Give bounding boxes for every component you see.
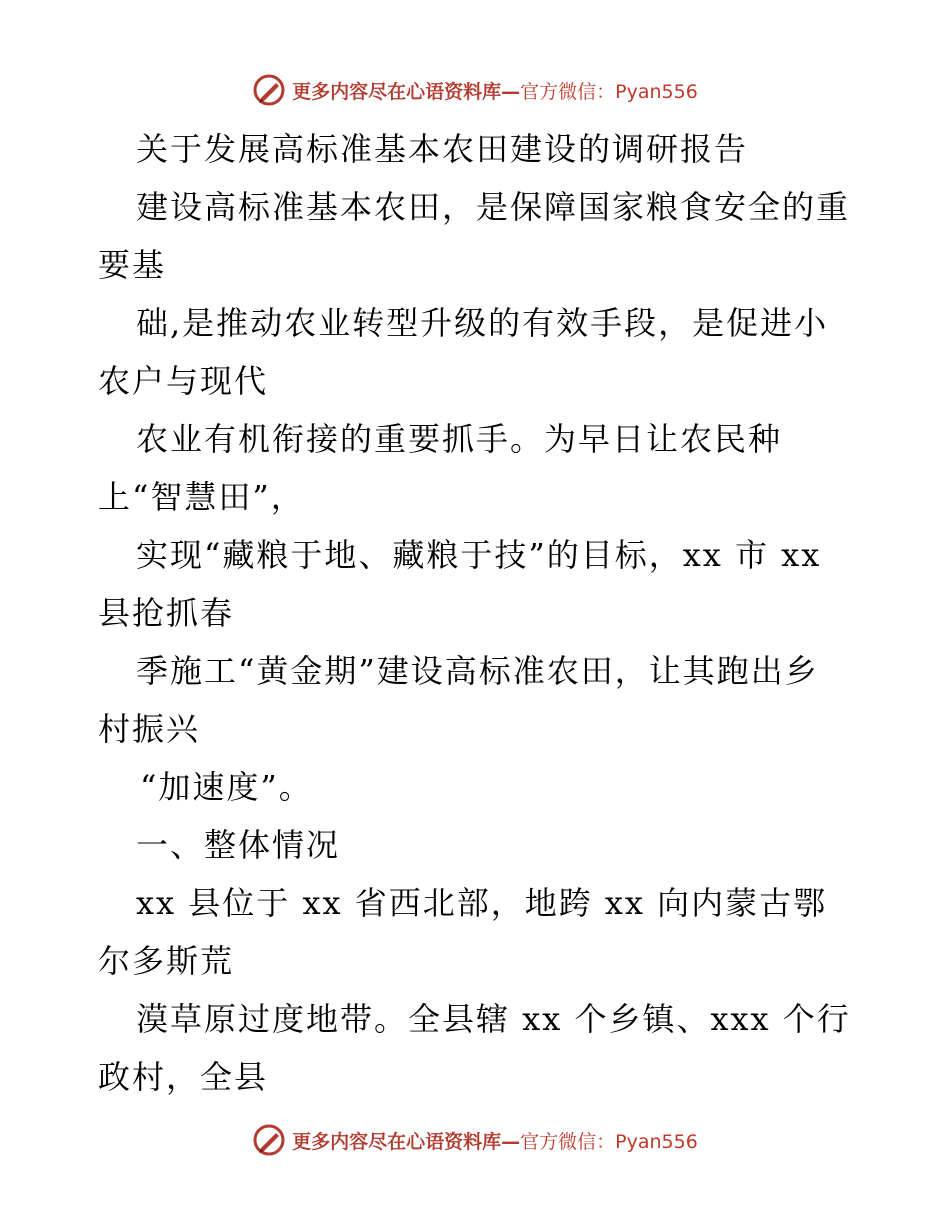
body-line: 漠草原过度地带。全县辖 xx 个乡镇、xxx 个行 <box>136 1000 851 1038</box>
body-line: 农业有机衔接的重要抓手。为早日让农民种 <box>136 420 783 458</box>
body-line: 建设高标准基本农田，是保障国家粮食安全的重 <box>136 188 851 226</box>
footer-banner-text <box>292 1127 698 1154</box>
footer-banner-sep: — <box>501 1130 521 1153</box>
footer-banner-main: 更多内容尽在心语资料库 <box>292 1130 502 1153</box>
body-line: 政村，全县 <box>98 1058 269 1096</box>
document-title: 关于发展高标准基本农田建设的调研报告 <box>136 130 749 168</box>
footer-watermark-banner <box>0 1120 950 1160</box>
header-banner-text <box>292 77 698 104</box>
body-line: 村振兴 <box>98 710 201 748</box>
header-banner-wechat: 官方微信：Pyan556 <box>520 80 698 103</box>
header-watermark-banner <box>0 70 950 110</box>
body-line: 础,是推动农业转型升级的有效手段，是促进小 <box>136 304 829 342</box>
body-line: xx 县位于 xx 省西北部，地跨 xx 向内蒙古鄂 <box>136 884 828 922</box>
body-line: “加速度”。 <box>140 768 313 806</box>
pen-logo-icon <box>252 73 286 107</box>
body-line: 上“智慧田”， <box>98 478 305 516</box>
body-line: 季施工“黄金期”建设高标准农田，让其跑出乡 <box>136 652 819 690</box>
body-line: 县抢抓春 <box>98 594 235 632</box>
body-line: 实现“藏粮于地、藏粮于技”的目标，xx 市 xx <box>136 536 822 574</box>
body-line: 尔多斯荒 <box>98 942 235 980</box>
document-body <box>98 120 858 1106</box>
header-banner-main: 更多内容尽在心语资料库 <box>292 80 502 103</box>
body-line: 农户与现代 <box>98 362 269 400</box>
footer-banner-wechat: 官方微信：Pyan556 <box>520 1130 698 1153</box>
header-banner-sep: — <box>501 80 521 103</box>
pen-logo-icon <box>252 1123 286 1157</box>
section-heading: 一、整体情况 <box>136 826 341 864</box>
body-line: 要基 <box>98 246 167 284</box>
